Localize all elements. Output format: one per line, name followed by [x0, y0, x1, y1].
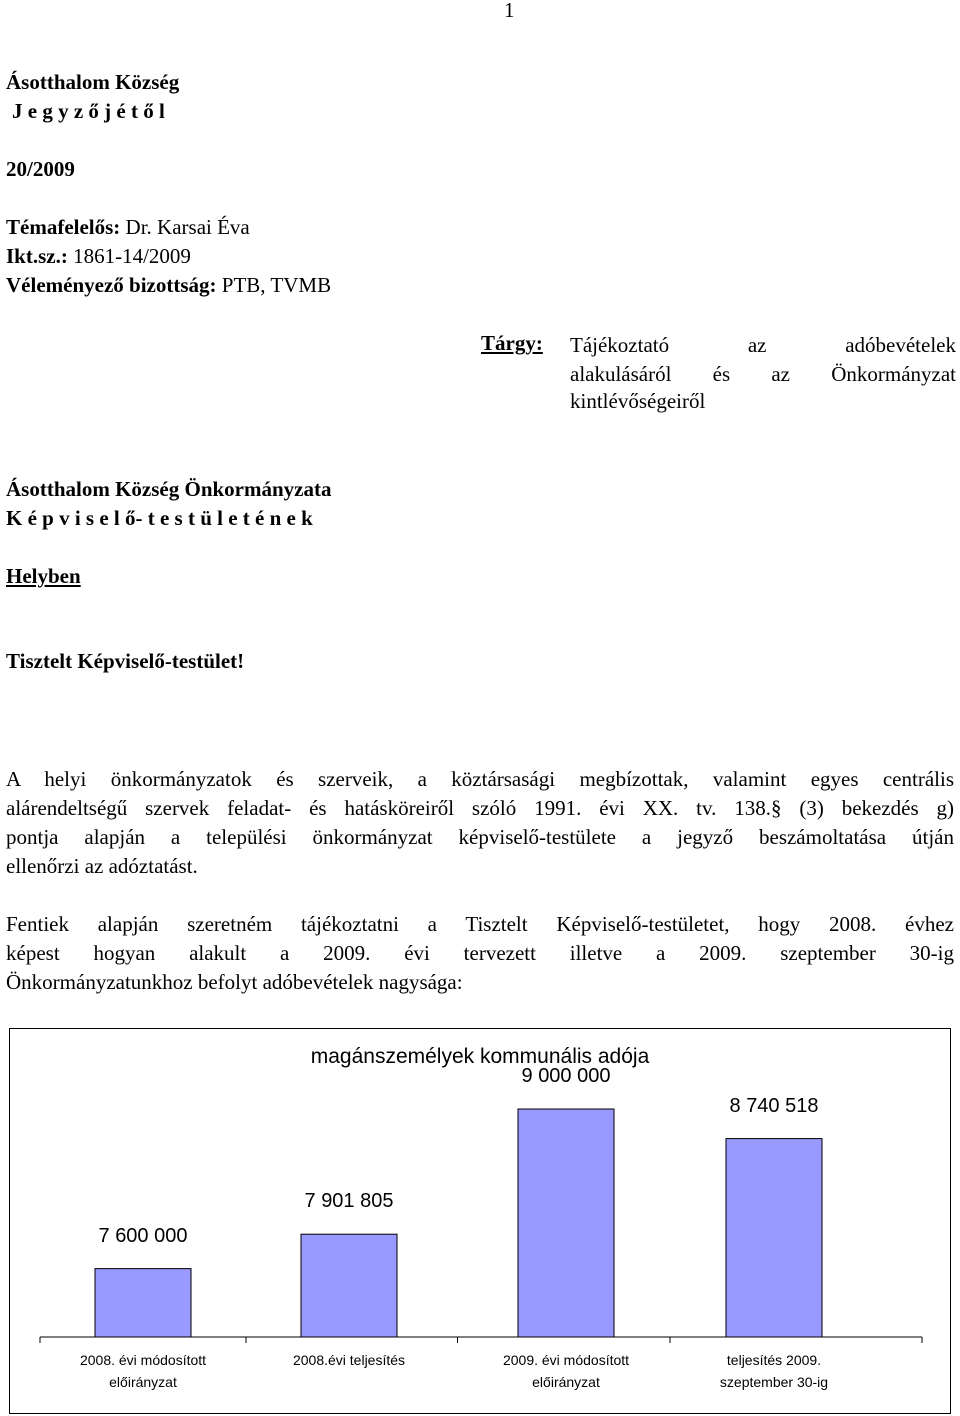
addressee-line-2: K é p v i s e l ő- t e s t ü l e t é n e k	[6, 506, 313, 530]
responsible-label: Témafelelős:	[6, 215, 121, 239]
bar-2	[301, 1234, 397, 1337]
paragraph-2-line-1: Fentiek alapján szeretném tájékoztatni a Tisztelt Képviselő-testületet, hogy 2008. évhez	[6, 912, 954, 936]
page-number: 1	[504, 0, 515, 22]
chart-title: magánszemélyek kommunális adója	[310, 1045, 650, 1068]
ref-line	[6, 244, 191, 269]
addressee-location: Helyben	[6, 564, 81, 588]
paragraph-1-line-2: alárendeltségű szervek feladat- és hatásköreiről szóló 1991. évi XX. tv. 138.§ (3) bekezdés g)	[6, 796, 954, 820]
bar-3	[518, 1109, 614, 1337]
committee-value: PTB, TVMB	[216, 273, 332, 297]
bar-chart	[9, 1028, 951, 1414]
data-label-2: 7 901 805	[304, 1190, 394, 1213]
paragraph-1-line-4: ellenőrzi az adóztatást.	[6, 854, 198, 878]
paragraph-1-line-1: A helyi önkormányzatok és szerveik, a köztársasági megbízottak, valamint egyes centrális	[6, 767, 954, 791]
ref-label: Ikt.sz.:	[6, 244, 68, 268]
addressee-line-1: Ásotthalom Község Önkormányzata	[6, 477, 332, 501]
category-label-2: 2008.évi teljesítés	[292, 1352, 406, 1368]
office-line-2: J e g y z ő j é t ő l	[12, 99, 165, 123]
office-line-1: Ásotthalom Község	[6, 70, 180, 94]
subject-line-3: kintlévőségeiről	[570, 389, 706, 413]
doc-number: 20/2009	[6, 157, 75, 181]
responsible-value: Dr. Karsai Éva	[120, 215, 250, 239]
category-label-3: 2009. évi módosított előirányzat	[502, 1352, 630, 1390]
salutation: Tisztelt Képviselő-testület!	[6, 649, 245, 673]
category-label-1: 2008. évi módosított előirányzat	[79, 1352, 207, 1390]
responsible-line	[6, 215, 250, 240]
subject-line-1: Tájékoztató az adóbevételek	[570, 333, 956, 357]
committee-label: Véleményező bizottság:	[6, 273, 217, 297]
ref-value: 1861-14/2009	[67, 244, 191, 268]
data-label-4: 8 740 518	[729, 1094, 819, 1117]
committee-line	[6, 273, 331, 298]
data-label-3: 9 000 000	[521, 1065, 611, 1087]
subject-line-2: alakulásáról és az Önkormányzat	[570, 362, 956, 386]
bar-4	[726, 1139, 822, 1337]
subject-label: Tárgy:	[481, 331, 543, 355]
paragraph-2-line-3: Önkormányzatunkhoz befolyt adóbevételek nagysága:	[6, 970, 463, 994]
paragraph-1-line-3: pontja alapján a települési önkormányzat képviselő-testülete a jegyző beszámoltatása útján	[6, 825, 954, 849]
paragraph-2-line-2: képest hogyan alakult a 2009. évi tervezett illetve a 2009. szeptember 30-ig	[6, 941, 954, 965]
bar-1	[95, 1269, 191, 1337]
category-label-4: teljesítés 2009. szeptember 30-ig	[719, 1352, 829, 1390]
data-label-1: 7 600 000	[98, 1224, 188, 1247]
